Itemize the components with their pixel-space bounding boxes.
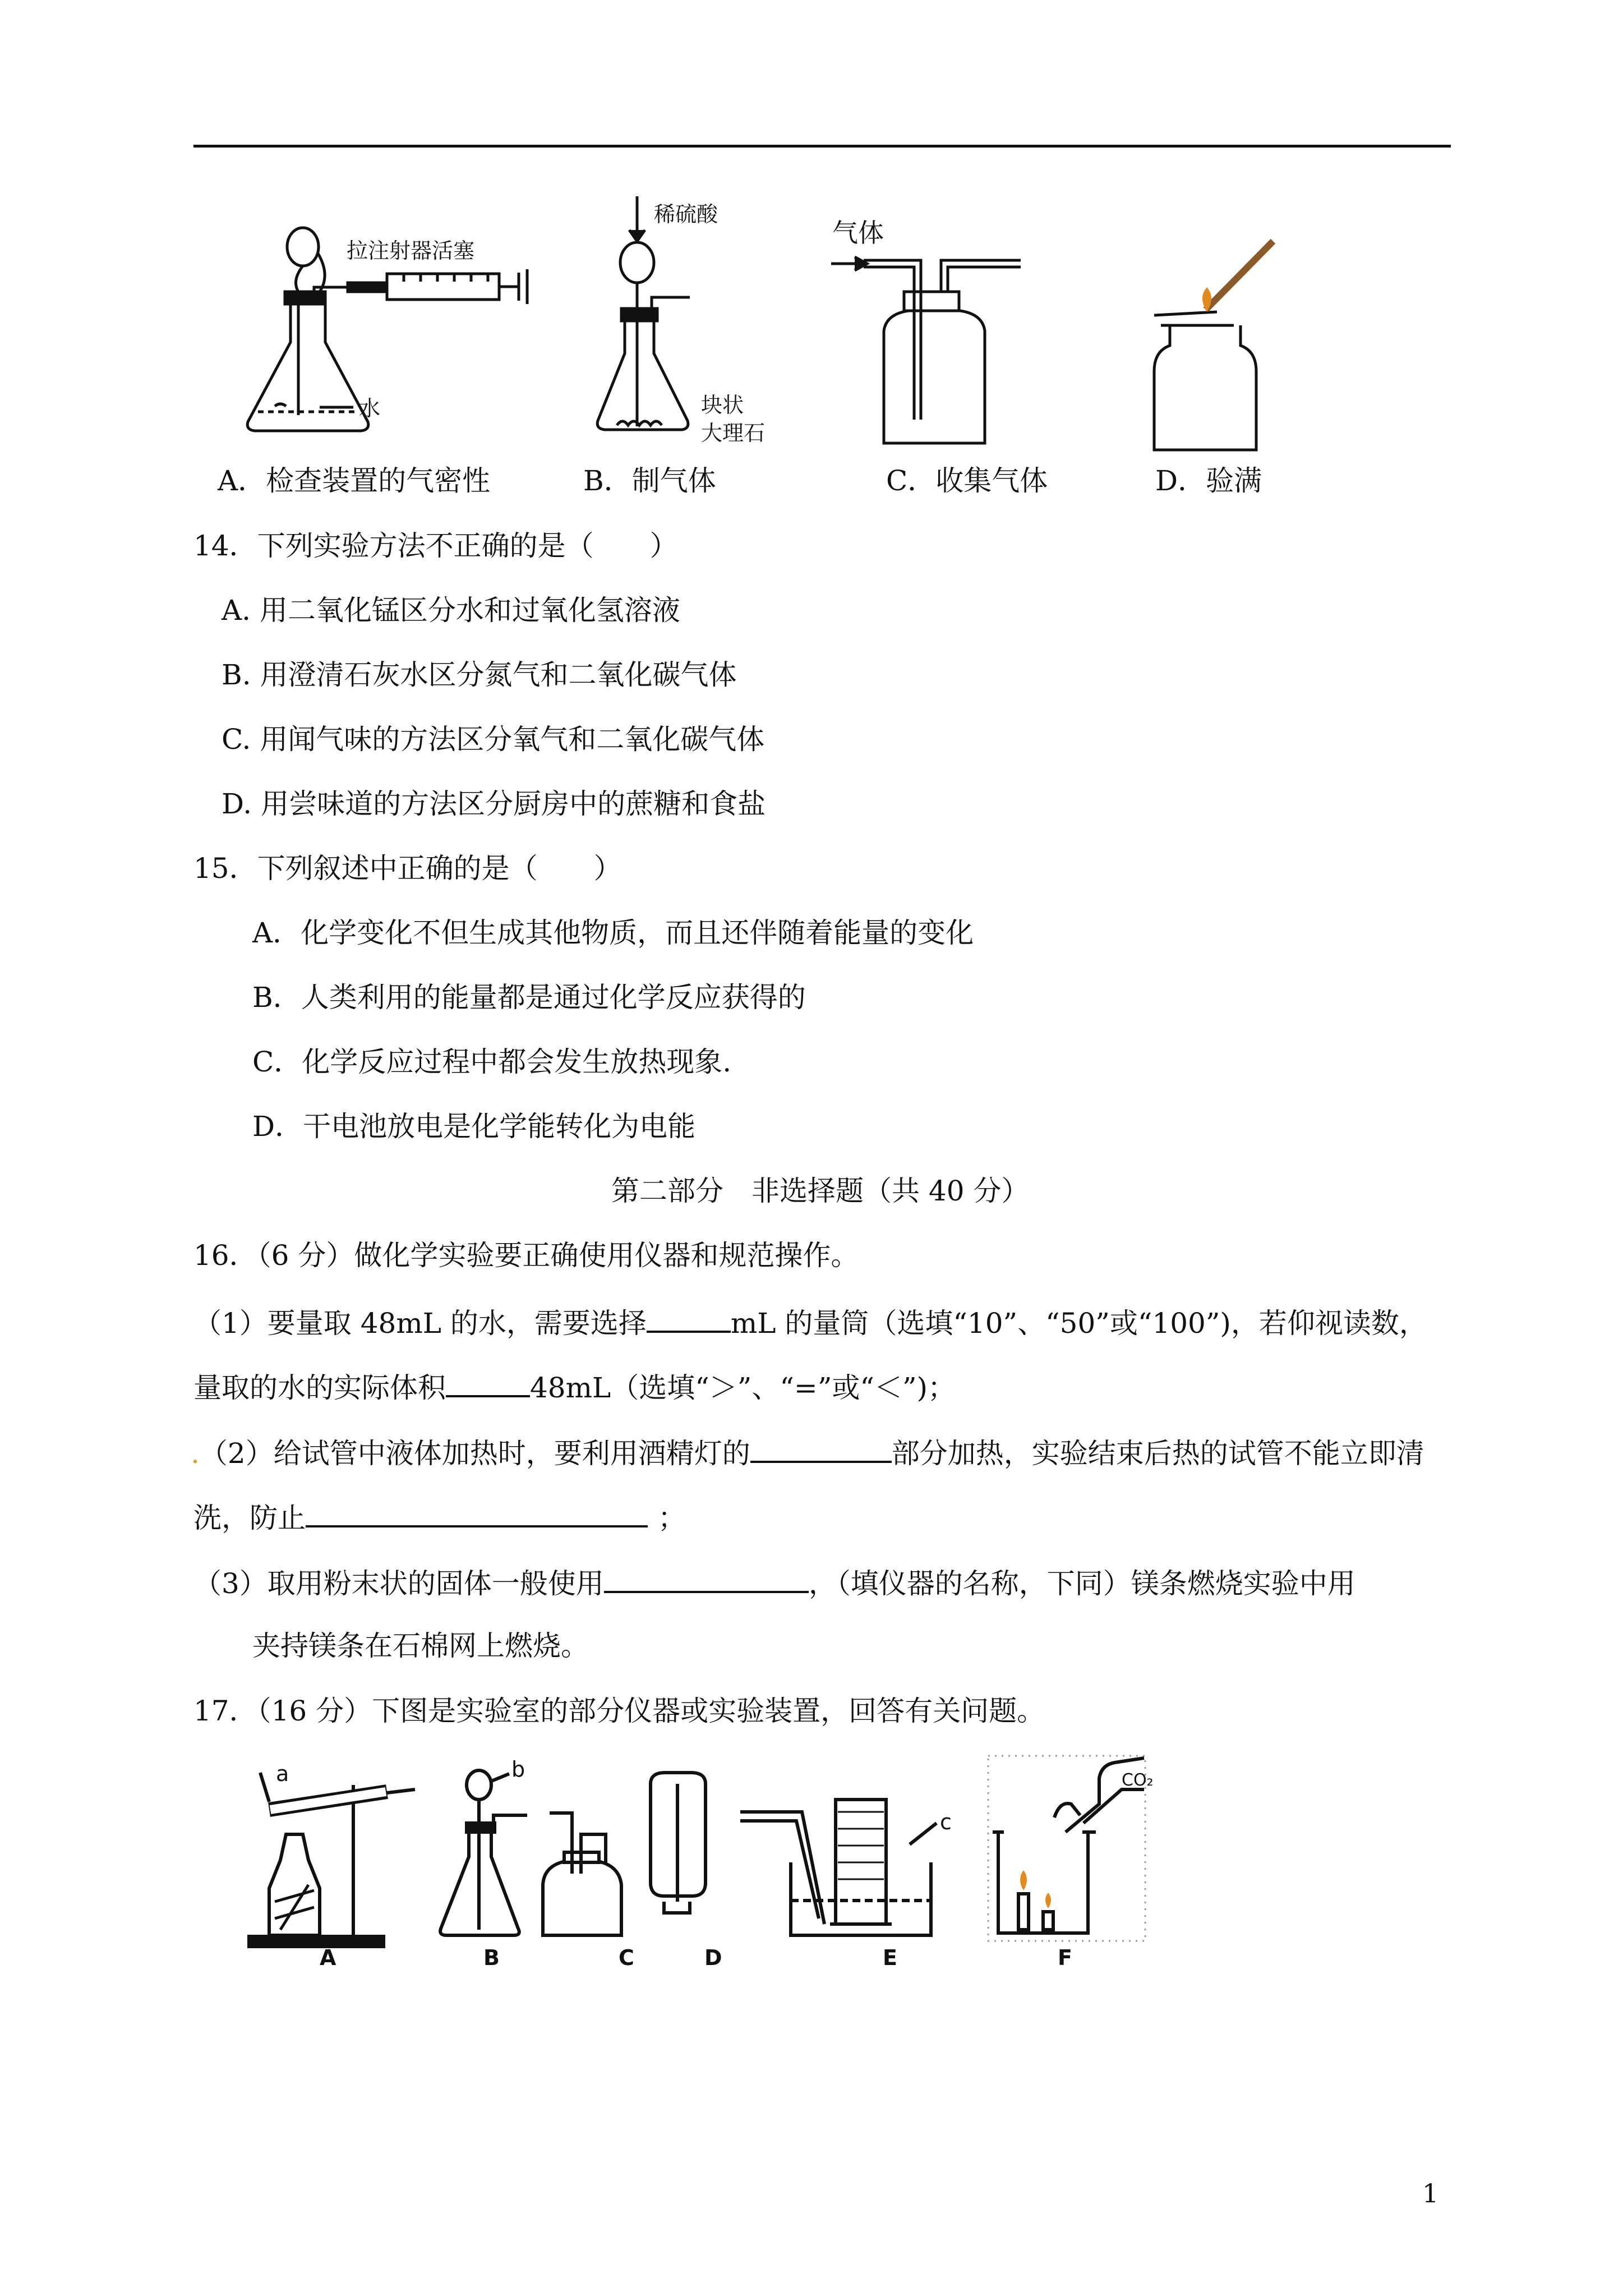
figure-apparatus-row — [247, 1750, 1251, 1975]
gas-label: 气体 — [832, 218, 884, 248]
q14-option-b: B. 用澄清石灰水区分氮气和二氧化碳气体 — [222, 659, 737, 691]
q16-part1-text-a: （1）要量取 48mL 的水，需要选择 — [193, 1307, 647, 1340]
q16-blank-flame[interactable] — [750, 1432, 892, 1463]
apparatus-label-e: E — [883, 1945, 897, 1970]
q16-part3-line2: 夹持镁条在石棉网上燃烧。 — [252, 1630, 589, 1662]
acid-label: 稀硫酸 — [654, 202, 718, 227]
q16-part2-text-a: （2）给试管中液体加热时，要利用酒精灯的 — [199, 1437, 750, 1470]
q16-part2-line1 — [191, 1432, 1424, 1473]
q16-part1-text-c: 量取的水的实际体积 — [193, 1372, 446, 1404]
question-17-stem: 17．（16 分）下图是实验室的部分仪器或实验装置，回答有关问题。 — [193, 1695, 1045, 1727]
figure-full-test — [1144, 230, 1312, 454]
q15-option-d: D．干电池放电是化学能转化为电能 — [252, 1110, 696, 1143]
header-rule — [193, 145, 1451, 148]
q16-part3-text-a: （3）取用粉末状的固体一般使用 — [193, 1567, 604, 1600]
marble-label-1: 块状 — [701, 393, 744, 417]
q16-blank-cylinder[interactable] — [647, 1301, 731, 1333]
syringe-label: 拉注射器活塞 — [347, 238, 475, 263]
caption-b: B．制气体 — [583, 464, 716, 497]
q16-part1-text-d: 48mL（选填“＞”、“=”或“＜”)； — [530, 1372, 956, 1404]
stray-dot: . — [191, 1437, 200, 1470]
q15-option-b: B．人类利用的能量都是通过化学反应获得的 — [252, 981, 806, 1014]
q16-blank-powder-tool[interactable] — [604, 1562, 809, 1593]
q16-part1-line1 — [193, 1301, 1427, 1343]
q14-option-a: A. 用二氧化锰区分水和过氧化氢溶液 — [222, 594, 680, 627]
marble-label-2: 大理石 — [701, 421, 766, 445]
q16-part1-text-b: mL 的量筒（选填“10”、“50”或“100”)，若仰视读数， — [730, 1307, 1427, 1340]
q16-part3-text-b: ，（填仪器的名称，下同）镁条燃烧实验中用 — [808, 1567, 1355, 1600]
question-14-stem: 14．下列实验方法不正确的是（ ） — [193, 530, 678, 562]
section-title: 第二部分 非选择题（共 40 分） — [611, 1175, 1030, 1207]
question-15-stem: 15．下列叙述中正确的是（ ） — [193, 852, 622, 885]
mark-b: b — [511, 1757, 525, 1782]
q16-part2-text-d: ； — [658, 1502, 686, 1534]
page-number: 1 — [1422, 2178, 1439, 2208]
apparatus-label-b: B — [483, 1945, 500, 1970]
q16-part2-line2 — [193, 1496, 686, 1538]
apparatus-label-f: F — [1058, 1945, 1072, 1970]
caption-d: D．验满 — [1155, 464, 1262, 497]
q14-option-c: C. 用闻气味的方法区分氧气和二氧化碳气体 — [222, 723, 765, 756]
q15-option-a: A．化学变化不但生成其他物质，而且还伴随着能量的变化 — [252, 917, 974, 949]
apparatus-label-c: C — [619, 1945, 634, 1970]
q16-part3-line1 — [193, 1562, 1355, 1603]
q16-part1-line2 — [193, 1366, 956, 1407]
water-label: 水 — [359, 396, 381, 421]
caption-c: C．收集气体 — [886, 464, 1048, 497]
apparatus-label-d: D — [704, 1945, 722, 1970]
q16-part2-text-c: 洗，防止 — [193, 1502, 306, 1534]
apparatus-label-a: A — [320, 1945, 336, 1970]
caption-a: A．检查装置的气密性 — [218, 464, 491, 497]
figure-gas-collection — [830, 213, 1032, 449]
q16-blank-prevent[interactable] — [306, 1496, 648, 1527]
q16-blank-volume[interactable] — [446, 1366, 530, 1397]
question-16-stem: 16．（6 分）做化学实验要正确使用仪器和规范操作。 — [193, 1239, 859, 1272]
mark-c: c — [940, 1810, 952, 1834]
q14-option-d: D. 用尝味道的方法区分厨房中的蔗糖和食盐 — [222, 788, 766, 820]
q16-part2-text-b: 部分加热，实验结束后热的试管不能立即清 — [891, 1437, 1424, 1470]
co2-bottle-label: CO₂ — [1122, 1770, 1154, 1790]
mark-a: a — [276, 1761, 289, 1786]
q15-option-c: C．化学反应过程中都会发生放热现象. — [252, 1046, 732, 1078]
